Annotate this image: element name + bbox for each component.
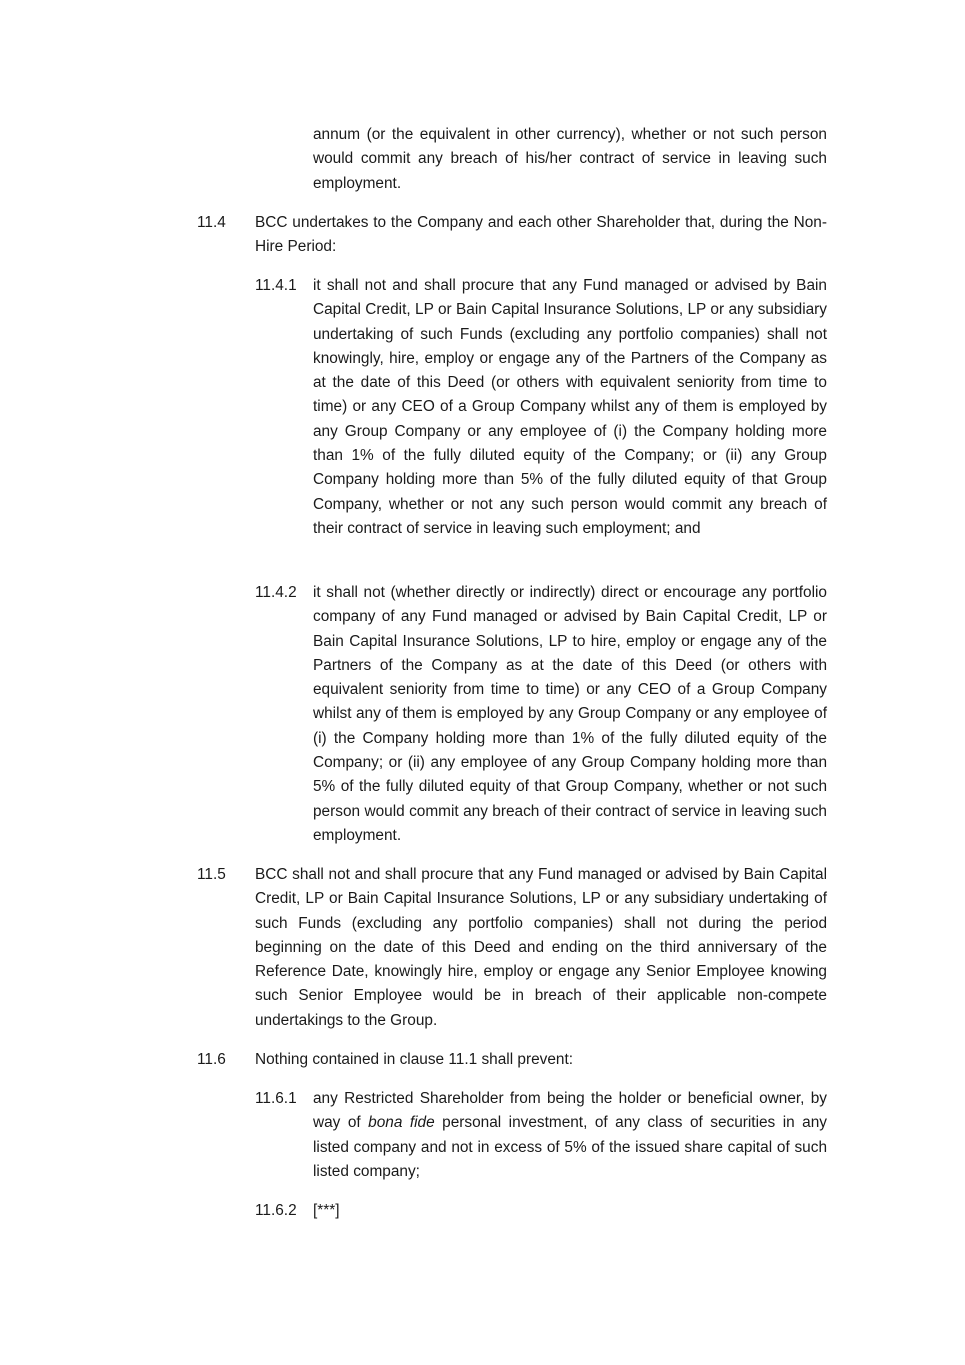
clause-text-11-6: Nothing contained in clause 11.1 shall prevent:	[255, 1051, 573, 1068]
clause-number-11-4: 11.4	[197, 214, 226, 231]
clause-number-11-6: 11.6	[197, 1051, 226, 1068]
continuation-paragraph: annum (or the equivalent in other currency), whether or not such person would commit any breach of his/her contract of service in leaving such employment.	[313, 126, 827, 192]
clause-text-11-6-1-after: personal investment, of any class of securities in any listed company and not in excess of 5% of the issued share capital of such listed company;	[313, 1114, 827, 1180]
clause-text-11-6-1	[313, 1087, 827, 1184]
clause-number-11-6-1: 11.6.1	[255, 1090, 297, 1107]
clause-text-11-4: BCC undertakes to the Company and each other Shareholder that, during the Non-Hire Period:	[255, 214, 827, 256]
clause-text-11-4-2: it shall not (whether directly or indirectly) direct or encourage any portfolio company of any Fund managed or advised by Bain Capital Credit, LP or Bain Capital Insurance Solutions, LP to hire, employ or engage any of the Partners of the Company as at the date of this Deed (or others with equivalent seniority from time to time) or any CEO of a Group Company whilst any of them is employed by any Group Company or any employee of (i) the Company holding more than 1% of the fully diluted equity of the Company; or (ii) any employee of any Group Company holding more than 5% of the fully diluted equity of that Group Company, whether or not such person would commit any breach of their contract of service in leaving such employment.	[313, 584, 827, 844]
clause-text-11-6-2: [***]	[313, 1202, 340, 1219]
clause-number-11-4-2: 11.4.2	[255, 584, 297, 601]
clause-number-11-6-2: 11.6.2	[255, 1202, 297, 1219]
clause-number-11-4-1: 11.4.1	[255, 277, 297, 294]
clause-number-11-5: 11.5	[197, 866, 226, 883]
clause-text-11-4-1: it shall not and shall procure that any Fund managed or advised by Bain Capital Credit, LP or Bain Capital Insurance Solutions, LP or any subsidiary undertaking of such Funds (excluding any portfolio companies) shall not knowingly, hire, employ or engage any of the Partners of the Company as at the date of this Deed (or others with equivalent seniority from time to time) or any CEO of a Group Company whilst any of them is employed by any Group Company or any employee of (i) the Company holding more than 1% of the fully diluted equity of the Company; or (ii) any Group Company holding more than 5% of the fully diluted equity of that Group Company, whether or not any such person would commit any breach of their contract of service in leaving such employment; and	[313, 277, 827, 537]
clause-text-11-6-1-italic: bona fide	[368, 1114, 435, 1132]
clause-text-11-6-1-before: any Restricted Shareholder from being the holder or beneficial owner, by way of	[313, 1090, 827, 1132]
clause-text-11-5: BCC shall not and shall procure that any Fund managed or advised by Bain Capital Credit, LP or Bain Capital Insurance Solutions, LP or any subsidiary undertaking of such Funds (excluding any portfolio companies) shall not during the period beginning on the date of this Deed and ending on the third anniversary of the Reference Date, knowingly hire, employ or engage any Senior Employee knowing such Senior Employee would be in breach of their applicable non-compete undertakings to the Group.	[255, 866, 827, 1029]
